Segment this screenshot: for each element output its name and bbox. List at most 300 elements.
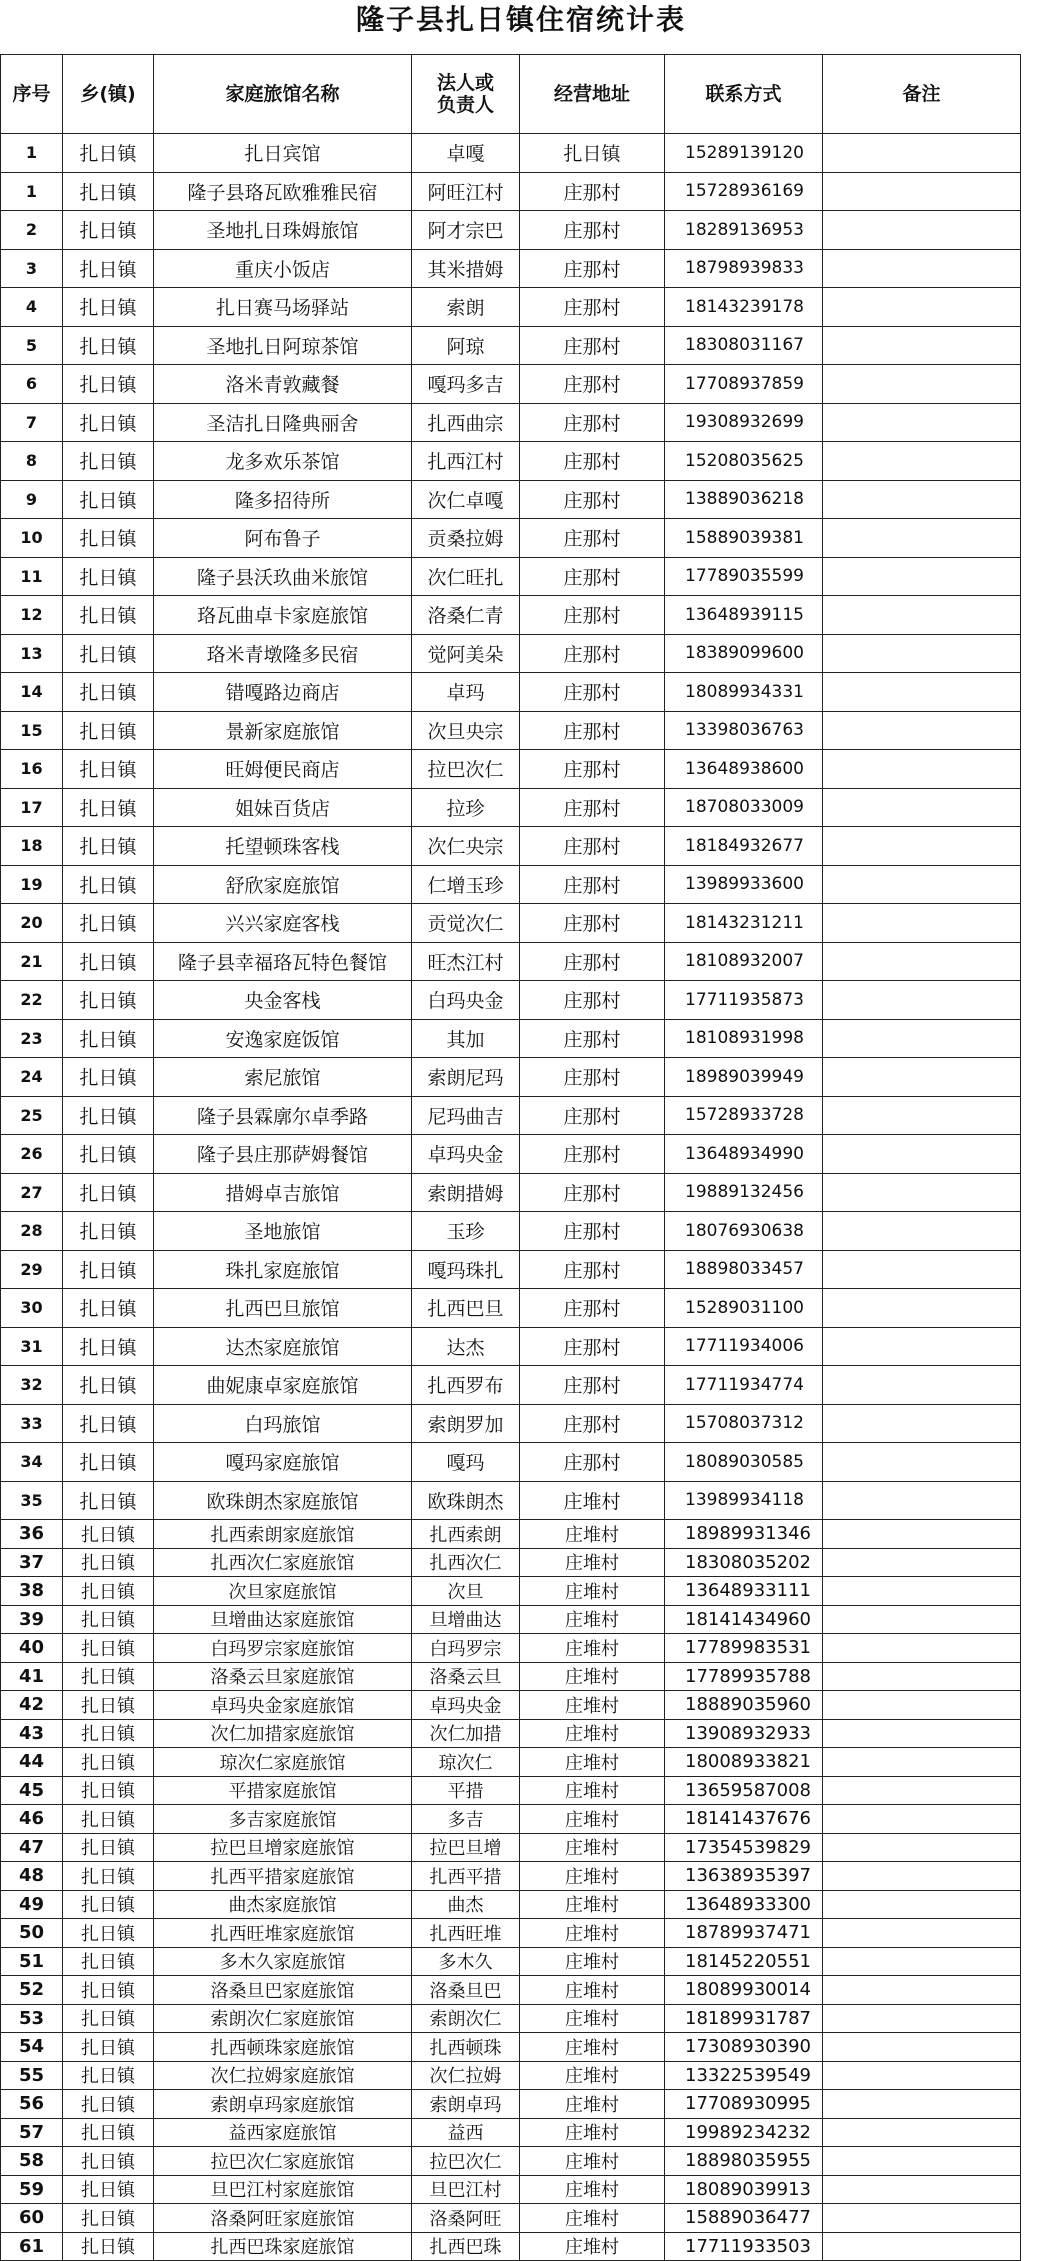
table-row: [1, 403, 1021, 442]
cell-name: 卓玛央金家庭旅馆: [154, 1691, 412, 1720]
cell-note: [823, 403, 1021, 442]
cell-seq: 24: [1, 1058, 63, 1097]
cell-town: 扎日镇: [63, 2061, 154, 2090]
cell-owner: 索朗尼玛: [412, 1058, 520, 1097]
cell-town: 扎日镇: [63, 1289, 154, 1328]
cell-seq: 32: [1, 1366, 63, 1405]
cell-town: 扎日镇: [63, 2204, 154, 2233]
cell-address: 庄堆村: [520, 2061, 665, 2090]
cell-seq: 29: [1, 1250, 63, 1289]
cell-owner: 扎西旺堆: [412, 1919, 520, 1948]
cell-address: 庄堆村: [520, 1605, 665, 1634]
cell-seq: 18: [1, 827, 63, 866]
cell-seq: 53: [1, 2004, 63, 2033]
cell-note: [823, 788, 1021, 827]
cell-phone: 17789935788: [665, 1662, 823, 1691]
table-row: [1, 1289, 1021, 1328]
cell-owner: 扎西曲宗: [412, 403, 520, 442]
cell-town: 扎日镇: [63, 1976, 154, 2005]
table-row: [1, 1862, 1021, 1891]
lodging-table: [0, 54, 1021, 2261]
cell-note: [823, 1919, 1021, 1948]
cell-seq: 55: [1, 2061, 63, 2090]
cell-note: [823, 480, 1021, 519]
cell-phone: 15208035625: [665, 442, 823, 481]
cell-seq: 31: [1, 1327, 63, 1366]
cell-name: 嘎玛家庭旅馆: [154, 1443, 412, 1482]
cell-address: 庄那村: [520, 750, 665, 789]
cell-seq: 4: [1, 288, 63, 327]
cell-note: [823, 2004, 1021, 2033]
cell-name: 扎西平措家庭旅馆: [154, 1862, 412, 1891]
cell-name: 扎日赛马场驿站: [154, 288, 412, 327]
table-row: [1, 673, 1021, 712]
table-row: [1, 2004, 1021, 2033]
cell-seq: 39: [1, 1605, 63, 1634]
cell-address: 庄那村: [520, 1019, 665, 1058]
cell-phone: 18089030585: [665, 1443, 823, 1482]
cell-phone: 18076930638: [665, 1212, 823, 1251]
cell-town: 扎日镇: [63, 134, 154, 173]
table-row: [1, 904, 1021, 943]
cell-town: 扎日镇: [63, 788, 154, 827]
cell-address: 庄那村: [520, 981, 665, 1020]
cell-name: 曲妮康卓家庭旅馆: [154, 1366, 412, 1405]
cell-town: 扎日镇: [63, 519, 154, 558]
cell-town: 扎日镇: [63, 1212, 154, 1251]
cell-note: [823, 1805, 1021, 1834]
cell-address: 庄那村: [520, 942, 665, 981]
cell-owner: 扎西巴旦: [412, 1289, 520, 1328]
cell-address: 庄堆村: [520, 1748, 665, 1777]
cell-seq: 19: [1, 865, 63, 904]
cell-note: [823, 1719, 1021, 1748]
cell-owner: 扎西平措: [412, 1862, 520, 1891]
table-row: [1, 1058, 1021, 1097]
cell-name: 扎西旺堆家庭旅馆: [154, 1919, 412, 1948]
cell-note: [823, 827, 1021, 866]
cell-phone: 13648939115: [665, 596, 823, 635]
cell-seq: 1: [1, 134, 63, 173]
table-row: [1, 865, 1021, 904]
cell-phone: 18898033457: [665, 1250, 823, 1289]
cell-address: 庄那村: [520, 442, 665, 481]
cell-seq: 13: [1, 634, 63, 673]
cell-name: 扎西索朗家庭旅馆: [154, 1520, 412, 1549]
cell-phone: 18389099600: [665, 634, 823, 673]
cell-town: 扎日镇: [63, 249, 154, 288]
table-row: [1, 172, 1021, 211]
table-row: [1, 1776, 1021, 1805]
cell-phone: 18108932007: [665, 942, 823, 981]
cell-name: 圣地扎日珠姆旅馆: [154, 211, 412, 250]
cell-name: 圣地扎日阿琼茶馆: [154, 326, 412, 365]
cell-town: 扎日镇: [63, 2147, 154, 2176]
cell-owner: 次仁央宗: [412, 827, 520, 866]
cell-address: 庄那村: [520, 519, 665, 558]
cell-owner: 其米措姆: [412, 249, 520, 288]
cell-name: 扎西巴珠家庭旅馆: [154, 2232, 412, 2261]
cell-note: [823, 1481, 1021, 1520]
cell-phone: 17711934774: [665, 1366, 823, 1405]
table-row: [1, 1250, 1021, 1289]
cell-note: [823, 2232, 1021, 2261]
cell-name: 索尼旅馆: [154, 1058, 412, 1097]
cell-phone: 15728936169: [665, 172, 823, 211]
cell-town: 扎日镇: [63, 1327, 154, 1366]
cell-note: [823, 2033, 1021, 2062]
cell-town: 扎日镇: [63, 1634, 154, 1663]
cell-name: 隆子县沃玖曲米旅馆: [154, 557, 412, 596]
cell-seq: 49: [1, 1890, 63, 1919]
cell-seq: 1: [1, 172, 63, 211]
cell-owner: 旦巴江村: [412, 2175, 520, 2204]
cell-phone: 15889039381: [665, 519, 823, 558]
cell-note: [823, 2118, 1021, 2147]
cell-name: 阿布鲁子: [154, 519, 412, 558]
cell-town: 扎日镇: [63, 1833, 154, 1862]
cell-owner: 玉珍: [412, 1212, 520, 1251]
cell-name: 扎西顿珠家庭旅馆: [154, 2033, 412, 2062]
cell-address: 庄那村: [520, 249, 665, 288]
header-address: 经营地址: [520, 55, 665, 134]
table-row: [1, 1605, 1021, 1634]
cell-name: 珞米青墩隆多民宿: [154, 634, 412, 673]
cell-seq: 25: [1, 1096, 63, 1135]
cell-name: 琼次仁家庭旅馆: [154, 1748, 412, 1777]
cell-phone: 18108931998: [665, 1019, 823, 1058]
cell-note: [823, 1212, 1021, 1251]
cell-name: 扎日宾馆: [154, 134, 412, 173]
cell-seq: 61: [1, 2232, 63, 2261]
cell-town: 扎日镇: [63, 1366, 154, 1405]
cell-address: 庄那村: [520, 1443, 665, 1482]
cell-seq: 42: [1, 1691, 63, 1720]
cell-seq: 51: [1, 1947, 63, 1976]
cell-seq: 12: [1, 596, 63, 635]
cell-owner: 嘎玛珠扎: [412, 1250, 520, 1289]
header-seq: 序号: [1, 55, 63, 134]
header-name: 家庭旅馆名称: [154, 55, 412, 134]
table-row: [1, 2232, 1021, 2261]
cell-owner: 洛桑仁青: [412, 596, 520, 635]
cell-town: 扎日镇: [63, 326, 154, 365]
cell-name: 多木久家庭旅馆: [154, 1947, 412, 1976]
cell-address: 庄那村: [520, 1404, 665, 1443]
cell-name: 兴兴家庭客栈: [154, 904, 412, 943]
cell-name: 洛桑阿旺家庭旅馆: [154, 2204, 412, 2233]
cell-note: [823, 1577, 1021, 1606]
cell-phone: 18089039913: [665, 2175, 823, 2204]
cell-seq: 36: [1, 1520, 63, 1549]
cell-address: 庄那村: [520, 596, 665, 635]
cell-note: [823, 2147, 1021, 2176]
table-row: [1, 326, 1021, 365]
cell-seq: 27: [1, 1173, 63, 1212]
cell-name: 索朗卓玛家庭旅馆: [154, 2090, 412, 2119]
cell-owner: 阿旺江村: [412, 172, 520, 211]
cell-address: 庄堆村: [520, 2232, 665, 2261]
cell-seq: 47: [1, 1833, 63, 1862]
table-row: [1, 827, 1021, 866]
cell-seq: 57: [1, 2118, 63, 2147]
cell-phone: 18141434960: [665, 1605, 823, 1634]
cell-address: 庄那村: [520, 634, 665, 673]
cell-town: 扎日镇: [63, 865, 154, 904]
cell-town: 扎日镇: [63, 1605, 154, 1634]
cell-phone: 18889035960: [665, 1691, 823, 1720]
cell-note: [823, 1058, 1021, 1097]
cell-name: 珠扎家庭旅馆: [154, 1250, 412, 1289]
cell-name: 重庆小饭店: [154, 249, 412, 288]
cell-name: 错嘎路边商店: [154, 673, 412, 712]
cell-name: 隆子县庄那萨姆餐馆: [154, 1135, 412, 1174]
cell-address: 庄堆村: [520, 1662, 665, 1691]
cell-owner: 拉巴次仁: [412, 2147, 520, 2176]
cell-town: 扎日镇: [63, 1250, 154, 1289]
table-row: [1, 711, 1021, 750]
cell-phone: 13908932933: [665, 1719, 823, 1748]
cell-note: [823, 1691, 1021, 1720]
cell-note: [823, 1443, 1021, 1482]
cell-owner: 白玛央金: [412, 981, 520, 1020]
cell-note: [823, 1404, 1021, 1443]
cell-note: [823, 981, 1021, 1020]
cell-owner: 多木久: [412, 1947, 520, 1976]
cell-owner: 旦增曲达: [412, 1605, 520, 1634]
cell-address: 庄堆村: [520, 2175, 665, 2204]
table-row: [1, 1443, 1021, 1482]
cell-name: 次仁拉姆家庭旅馆: [154, 2061, 412, 2090]
cell-address: 庄那村: [520, 1173, 665, 1212]
cell-phone: 19308932699: [665, 403, 823, 442]
cell-address: 庄堆村: [520, 2004, 665, 2033]
cell-owner: 扎西巴珠: [412, 2232, 520, 2261]
table-row: [1, 1366, 1021, 1405]
cell-address: 庄堆村: [520, 1976, 665, 2005]
cell-town: 扎日镇: [63, 942, 154, 981]
cell-town: 扎日镇: [63, 442, 154, 481]
cell-seq: 33: [1, 1404, 63, 1443]
cell-name: 次旦家庭旅馆: [154, 1577, 412, 1606]
cell-address: 庄那村: [520, 673, 665, 712]
cell-town: 扎日镇: [63, 1481, 154, 1520]
cell-phone: 18789937471: [665, 1919, 823, 1948]
cell-note: [823, 1289, 1021, 1328]
cell-phone: 17708937859: [665, 365, 823, 404]
cell-seq: 41: [1, 1662, 63, 1691]
cell-name: 拉巴旦增家庭旅馆: [154, 1833, 412, 1862]
cell-address: 庄堆村: [520, 1481, 665, 1520]
cell-owner: 尼玛曲吉: [412, 1096, 520, 1135]
cell-address: 庄那村: [520, 1289, 665, 1328]
cell-name: 隆多招待所: [154, 480, 412, 519]
cell-name: 曲杰家庭旅馆: [154, 1890, 412, 1919]
cell-name: 景新家庭旅馆: [154, 711, 412, 750]
cell-name: 白玛罗宗家庭旅馆: [154, 1634, 412, 1663]
cell-address: 庄那村: [520, 1096, 665, 1135]
cell-address: 庄堆村: [520, 2147, 665, 2176]
cell-town: 扎日镇: [63, 1947, 154, 1976]
cell-owner: 次旦央宗: [412, 711, 520, 750]
cell-seq: 16: [1, 750, 63, 789]
cell-address: 庄那村: [520, 365, 665, 404]
cell-owner: 阿琼: [412, 326, 520, 365]
cell-seq: 35: [1, 1481, 63, 1520]
cell-town: 扎日镇: [63, 172, 154, 211]
table-row: [1, 365, 1021, 404]
cell-address: 庄那村: [520, 865, 665, 904]
cell-owner: 索朗卓玛: [412, 2090, 520, 2119]
cell-owner: 卓嘎: [412, 134, 520, 173]
cell-address: 庄那村: [520, 326, 665, 365]
cell-seq: 23: [1, 1019, 63, 1058]
cell-phone: 18308031167: [665, 326, 823, 365]
cell-phone: 15708037312: [665, 1404, 823, 1443]
cell-note: [823, 2175, 1021, 2204]
cell-address: 庄那村: [520, 711, 665, 750]
cell-phone: 18308035202: [665, 1548, 823, 1577]
table-row: [1, 1577, 1021, 1606]
cell-town: 扎日镇: [63, 596, 154, 635]
cell-town: 扎日镇: [63, 1173, 154, 1212]
cell-phone: 17354539829: [665, 1833, 823, 1862]
cell-seq: 45: [1, 1776, 63, 1805]
cell-name: 洛桑旦巴家庭旅馆: [154, 1976, 412, 2005]
cell-seq: 7: [1, 403, 63, 442]
cell-phone: 18898035955: [665, 2147, 823, 2176]
cell-address: 庄那村: [520, 557, 665, 596]
cell-owner: 欧珠朗杰: [412, 1481, 520, 1520]
table-row: [1, 1481, 1021, 1520]
cell-name: 欧珠朗杰家庭旅馆: [154, 1481, 412, 1520]
cell-name: 益西家庭旅馆: [154, 2118, 412, 2147]
cell-owner: 扎西索朗: [412, 1520, 520, 1549]
cell-address: 庄那村: [520, 1250, 665, 1289]
cell-address: 庄那村: [520, 1327, 665, 1366]
cell-name: 舒欣家庭旅馆: [154, 865, 412, 904]
cell-owner: 扎西江村: [412, 442, 520, 481]
cell-town: 扎日镇: [63, 1404, 154, 1443]
cell-name: 央金客栈: [154, 981, 412, 1020]
cell-town: 扎日镇: [63, 750, 154, 789]
cell-owner: 嘎玛多吉: [412, 365, 520, 404]
cell-owner: 索朗罗加: [412, 1404, 520, 1443]
cell-note: [823, 1947, 1021, 1976]
cell-note: [823, 904, 1021, 943]
cell-address: 庄那村: [520, 1366, 665, 1405]
cell-address: 庄那村: [520, 788, 665, 827]
cell-seq: 40: [1, 1634, 63, 1663]
cell-seq: 22: [1, 981, 63, 1020]
table-row: [1, 1096, 1021, 1135]
cell-name: 达杰家庭旅馆: [154, 1327, 412, 1366]
cell-owner: 卓玛: [412, 673, 520, 712]
cell-town: 扎日镇: [63, 1691, 154, 1720]
table-row: [1, 1662, 1021, 1691]
cell-seq: 21: [1, 942, 63, 981]
cell-note: [823, 634, 1021, 673]
cell-owner: 次仁卓嘎: [412, 480, 520, 519]
cell-phone: 13322539549: [665, 2061, 823, 2090]
cell-address: 庄堆村: [520, 1919, 665, 1948]
cell-phone: 18798939833: [665, 249, 823, 288]
cell-note: [823, 596, 1021, 635]
cell-owner: 卓玛央金: [412, 1691, 520, 1720]
cell-seq: 56: [1, 2090, 63, 2119]
table-row: [1, 1212, 1021, 1251]
cell-name: 拉巴次仁家庭旅馆: [154, 2147, 412, 2176]
cell-phone: 15289139120: [665, 134, 823, 173]
cell-owner: 曲杰: [412, 1890, 520, 1919]
cell-phone: 13398036763: [665, 711, 823, 750]
cell-owner: 扎西顿珠: [412, 2033, 520, 2062]
cell-phone: 18184932677: [665, 827, 823, 866]
cell-phone: 18989931346: [665, 1520, 823, 1549]
table-row: [1, 2118, 1021, 2147]
cell-town: 扎日镇: [63, 1719, 154, 1748]
cell-seq: 52: [1, 1976, 63, 2005]
cell-seq: 10: [1, 519, 63, 558]
cell-address: 庄那村: [520, 403, 665, 442]
cell-phone: 15728933728: [665, 1096, 823, 1135]
cell-seq: 38: [1, 1577, 63, 1606]
cell-name: 龙多欢乐茶馆: [154, 442, 412, 481]
cell-town: 扎日镇: [63, 2004, 154, 2033]
cell-town: 扎日镇: [63, 2175, 154, 2204]
cell-address: 庄那村: [520, 480, 665, 519]
cell-note: [823, 711, 1021, 750]
table-row: [1, 981, 1021, 1020]
cell-seq: 59: [1, 2175, 63, 2204]
cell-owner: 仁增玉珍: [412, 865, 520, 904]
cell-note: [823, 865, 1021, 904]
cell-note: [823, 1096, 1021, 1135]
cell-owner: 索朗措姆: [412, 1173, 520, 1212]
cell-town: 扎日镇: [63, 904, 154, 943]
table-row: [1, 2090, 1021, 2119]
page-title: 隆子县扎日镇住宿统计表: [355, 3, 686, 36]
cell-town: 扎日镇: [63, 1520, 154, 1549]
cell-seq: 14: [1, 673, 63, 712]
cell-note: [823, 249, 1021, 288]
cell-name: 索朗次仁家庭旅馆: [154, 2004, 412, 2033]
cell-phone: 18143239178: [665, 288, 823, 327]
table-row: [1, 557, 1021, 596]
cell-name: 姐妹百货店: [154, 788, 412, 827]
table-row: [1, 1327, 1021, 1366]
cell-town: 扎日镇: [63, 1805, 154, 1834]
cell-town: 扎日镇: [63, 1058, 154, 1097]
table-row: [1, 1135, 1021, 1174]
cell-name: 隆子县珞瓦欧雅雅民宿: [154, 172, 412, 211]
cell-address: 庄那村: [520, 827, 665, 866]
cell-town: 扎日镇: [63, 557, 154, 596]
cell-owner: 索朗: [412, 288, 520, 327]
cell-owner: 益西: [412, 2118, 520, 2147]
cell-address: 庄堆村: [520, 1805, 665, 1834]
table-row: [1, 596, 1021, 635]
cell-owner: 次仁旺扎: [412, 557, 520, 596]
cell-seq: 5: [1, 326, 63, 365]
cell-name: 扎西巴旦旅馆: [154, 1289, 412, 1328]
cell-phone: 18008933821: [665, 1748, 823, 1777]
cell-address: 庄堆村: [520, 2033, 665, 2062]
cell-note: [823, 2061, 1021, 2090]
cell-name: 旦巴江村家庭旅馆: [154, 2175, 412, 2204]
cell-name: 洛米青敦藏餐: [154, 365, 412, 404]
header-phone: 联系方式: [665, 55, 823, 134]
